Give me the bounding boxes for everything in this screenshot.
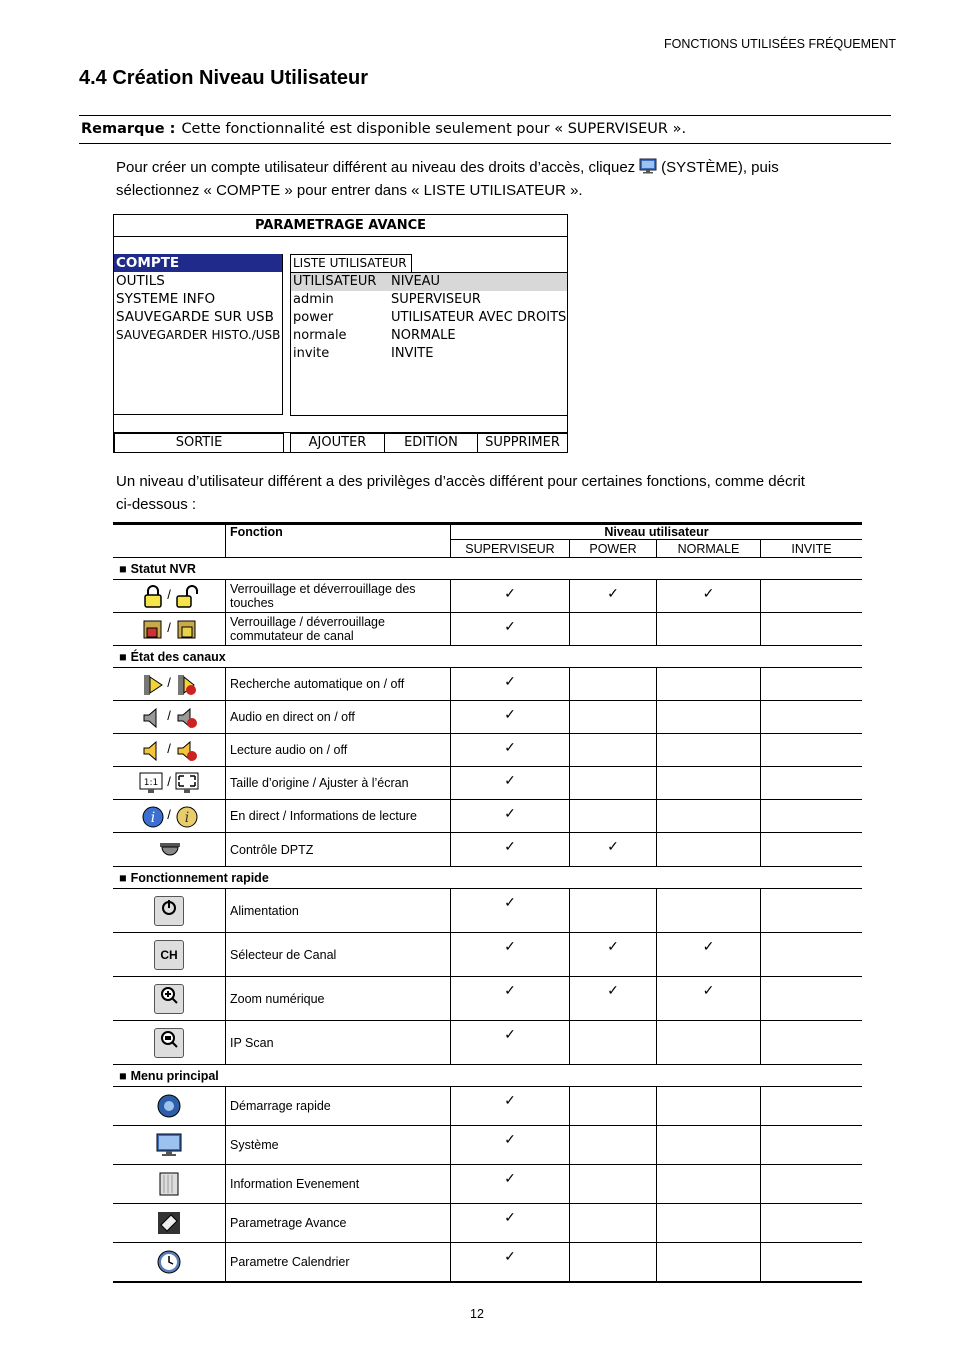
function-cell: Sélecteur de Canal	[226, 933, 451, 977]
check-cell	[761, 1243, 863, 1282]
check-cell	[451, 701, 570, 734]
check-cell	[451, 580, 570, 613]
icon-cell: /	[113, 734, 226, 767]
check-cell	[657, 1165, 761, 1204]
level-normale: NORMALE	[657, 540, 761, 558]
left-menu	[114, 254, 283, 415]
section-heading: ■ Statut NVR	[113, 558, 862, 580]
add-button[interactable]: AJOUTER	[290, 433, 385, 452]
check-cell	[570, 668, 657, 701]
level-power: POWER	[570, 540, 657, 558]
check-mark: ✓	[607, 585, 619, 601]
check-cell	[570, 833, 657, 867]
check-cell	[761, 1021, 863, 1065]
function-header: Fonction	[226, 524, 451, 558]
function-cell: Verrouillage / déverrouillage commutateur de canal	[226, 613, 451, 646]
delete-button[interactable]: SUPPRIMER	[477, 433, 568, 452]
user-name: power	[293, 310, 334, 325]
ip-scan-icon	[154, 1028, 184, 1058]
check-cell	[570, 977, 657, 1021]
check-cell	[570, 1243, 657, 1282]
check-mark: ✓	[702, 938, 715, 954]
playback-audio-off-icon	[175, 739, 197, 761]
check-cell	[761, 580, 863, 613]
check-cell	[570, 734, 657, 767]
svg-text:i: i	[150, 810, 156, 826]
table-row	[113, 889, 862, 933]
check-cell	[570, 800, 657, 833]
check-cell	[761, 1165, 863, 1204]
check-mark: ✓	[702, 585, 715, 601]
table-row	[113, 833, 862, 867]
table-row	[113, 977, 862, 1021]
check-cell	[657, 1243, 761, 1282]
check-cell	[451, 734, 570, 767]
check-mark: ✓	[504, 805, 516, 821]
live-audio-off-icon	[175, 706, 197, 728]
function-cell: Taille d’origine / Ajuster à l’écran	[226, 767, 451, 800]
check-mark: ✓	[504, 982, 516, 998]
user-row[interactable]	[291, 345, 567, 363]
user-level: UTILISATEUR AVEC DROITS	[391, 310, 567, 325]
section-heading: ■ État des canaux	[113, 646, 862, 668]
check-cell	[451, 1021, 570, 1065]
table-row	[113, 767, 862, 800]
level-invite: INVITE	[761, 540, 863, 558]
check-cell	[761, 800, 863, 833]
function-cell: Système	[226, 1126, 451, 1165]
quick-start-icon	[157, 1094, 181, 1118]
check-cell	[657, 580, 761, 613]
check-mark: ✓	[607, 938, 619, 954]
table-row	[113, 701, 862, 734]
function-cell: Contrôle DPTZ	[226, 833, 451, 867]
advanced-config-panel	[113, 214, 568, 453]
check-cell	[761, 1126, 863, 1165]
intro-text-1: Pour créer un compte utilisateur différent au niveau des droits d’accès, cliquez	[116, 159, 636, 176]
check-mark: ✓	[504, 739, 516, 755]
table-row	[113, 800, 862, 833]
user-name: invite	[293, 346, 330, 361]
table-row	[113, 933, 862, 977]
check-mark: ✓	[504, 938, 516, 954]
icon-cell	[113, 1021, 226, 1065]
check-cell	[657, 1021, 761, 1065]
check-cell	[657, 701, 761, 734]
user-level: INVITE	[391, 346, 434, 361]
check-cell	[761, 613, 863, 646]
tab-user-list[interactable]: LISTE UTILISATEUR	[290, 254, 412, 272]
check-mark: ✓	[504, 1170, 516, 1186]
event-info-icon	[157, 1171, 181, 1197]
auto-seq-off-icon	[175, 673, 197, 695]
check-cell	[570, 1126, 657, 1165]
playback-audio-on-icon	[141, 739, 163, 761]
section-heading: ■ Menu principal	[113, 1065, 862, 1087]
check-cell	[657, 800, 761, 833]
icon-cell	[113, 833, 226, 867]
unlock-icon	[175, 585, 197, 607]
check-cell	[451, 889, 570, 933]
icon-cell	[113, 889, 226, 933]
check-cell	[570, 580, 657, 613]
function-cell: En direct / Informations de lecture	[226, 800, 451, 833]
running-header: FONCTIONS UTILISÉES FRÉQUEMENT	[664, 37, 896, 51]
function-cell: Démarrage rapide	[226, 1087, 451, 1126]
exit-button[interactable]: SORTIE	[114, 433, 284, 452]
function-cell: Audio en direct on / off	[226, 701, 451, 734]
check-cell	[570, 1204, 657, 1243]
check-cell	[657, 933, 761, 977]
panel-title: PARAMETRAGE AVANCE	[114, 215, 567, 237]
check-mark: ✓	[504, 838, 516, 854]
menu-item-compte[interactable]: COMPTE	[114, 254, 282, 272]
check-cell	[761, 933, 863, 977]
page-number: 12	[470, 1307, 484, 1321]
check-mark: ✓	[504, 673, 516, 689]
check-mark: ✓	[504, 618, 516, 634]
check-cell	[570, 767, 657, 800]
dome-camera-icon	[158, 839, 180, 861]
user-row[interactable]	[291, 291, 567, 309]
power-icon	[154, 896, 184, 926]
user-name: normale	[293, 328, 347, 343]
check-cell	[451, 800, 570, 833]
intro-paragraph	[116, 156, 779, 202]
user-row[interactable]	[291, 309, 567, 327]
check-cell	[570, 889, 657, 933]
check-mark: ✓	[504, 1248, 516, 1264]
blank-header-cell	[113, 524, 226, 558]
function-cell: Recherche automatique on / off	[226, 668, 451, 701]
check-cell	[761, 1087, 863, 1126]
check-cell	[570, 613, 657, 646]
table-row	[113, 613, 862, 646]
check-cell	[570, 933, 657, 977]
check-cell	[451, 1204, 570, 1243]
check-mark: ✓	[504, 1131, 516, 1147]
levels-paragraph	[116, 470, 856, 516]
remark-text: Cette fonctionnalité est disponible seulement pour « SUPERVISEUR ».	[181, 121, 687, 137]
icon-cell	[113, 1165, 226, 1204]
check-cell	[451, 933, 570, 977]
table-row	[113, 580, 862, 613]
check-cell	[657, 889, 761, 933]
check-cell	[451, 1165, 570, 1204]
table-row	[113, 1021, 862, 1065]
section-row	[113, 646, 862, 668]
table-row	[113, 1126, 862, 1165]
check-cell	[570, 1021, 657, 1065]
level-superviseur: SUPERVISEUR	[451, 540, 570, 558]
function-cell: Zoom numérique	[226, 977, 451, 1021]
menu-item-systeme-info[interactable]: SYSTEME INFO	[116, 291, 216, 307]
icon-cell	[113, 1087, 226, 1126]
user-list	[290, 272, 567, 416]
check-cell	[451, 668, 570, 701]
check-cell	[761, 734, 863, 767]
icon-cell	[113, 977, 226, 1021]
user-list-header	[291, 273, 567, 291]
check-cell	[657, 833, 761, 867]
ch-icon: CH	[154, 940, 184, 970]
intro-text-3: sélectionnez « COMPTE » pour entrer dans « LISTE UTILISATEUR ».	[116, 182, 583, 199]
check-cell	[570, 1087, 657, 1126]
original-size-icon	[139, 772, 163, 794]
live-info-icon	[141, 805, 163, 827]
zoom-icon	[154, 984, 184, 1014]
icon-cell: /	[113, 613, 226, 646]
check-cell	[570, 1165, 657, 1204]
svg-text:1:1: 1:1	[143, 778, 159, 788]
col-level: NIVEAU	[391, 274, 441, 289]
user-row[interactable]	[291, 327, 567, 345]
check-cell	[451, 1243, 570, 1282]
section-row	[113, 558, 862, 580]
check-mark: ✓	[504, 1026, 516, 1042]
table-row	[113, 1204, 862, 1243]
table-row	[113, 1243, 862, 1282]
check-cell	[761, 668, 863, 701]
desc-text-1: Un niveau d’utilisateur différent a des privilèges d’accès différent pour certaines fonctions, comme décrit	[116, 473, 805, 490]
icon-cell: i / i	[113, 800, 226, 833]
check-mark: ✓	[504, 772, 516, 788]
icon-cell: 1:1 /	[113, 767, 226, 800]
check-cell	[451, 977, 570, 1021]
function-cell: IP Scan	[226, 1021, 451, 1065]
edit-button[interactable]: EDITION	[384, 433, 478, 452]
function-cell: Information Evenement	[226, 1165, 451, 1204]
user-level: NORMALE	[391, 328, 456, 343]
function-cell: Verrouillage et déverrouillage des touches	[226, 580, 451, 613]
check-cell	[657, 977, 761, 1021]
intro-text-2: (SYSTÈME), puis	[661, 159, 779, 176]
icon-cell	[113, 1243, 226, 1282]
user-level: SUPERVISEUR	[391, 292, 481, 307]
check-mark: ✓	[504, 706, 516, 722]
remark-box	[79, 115, 891, 144]
check-cell	[761, 889, 863, 933]
auto-seq-on-icon	[141, 673, 163, 695]
system-icon	[639, 158, 657, 174]
check-cell	[761, 767, 863, 800]
section-row	[113, 1065, 862, 1087]
check-cell	[761, 701, 863, 734]
clock-icon	[157, 1250, 181, 1274]
check-cell	[570, 701, 657, 734]
function-cell: Lecture audio on / off	[226, 734, 451, 767]
check-cell	[657, 613, 761, 646]
check-cell	[451, 613, 570, 646]
icon-cell	[113, 1126, 226, 1165]
icon-cell: /	[113, 701, 226, 734]
check-cell	[761, 833, 863, 867]
table-row	[113, 668, 862, 701]
icon-cell	[113, 933, 226, 977]
menu-item-outils[interactable]: OUTILS	[116, 273, 165, 289]
check-mark: ✓	[607, 982, 619, 998]
check-cell	[451, 833, 570, 867]
table-row	[113, 1087, 862, 1126]
check-mark: ✓	[504, 894, 516, 910]
lock-icon	[141, 585, 163, 607]
check-cell	[451, 767, 570, 800]
function-cell: Parametre Calendrier	[226, 1243, 451, 1282]
check-cell	[761, 1204, 863, 1243]
icon-cell	[113, 1204, 226, 1243]
icon-cell: /	[113, 580, 226, 613]
channel-lock-icon	[141, 618, 163, 640]
function-cell: Alimentation	[226, 889, 451, 933]
remark-label: Remarque :	[81, 121, 176, 137]
user-name: admin	[293, 292, 334, 307]
section-row	[113, 867, 862, 889]
check-mark: ✓	[504, 1092, 516, 1108]
advanced-config-icon	[157, 1211, 181, 1235]
check-mark: ✓	[702, 982, 715, 998]
menu-item-sauvegarde-usb[interactable]: SAUVEGARDE SUR USB	[116, 309, 274, 325]
check-mark: ✓	[607, 838, 619, 854]
table-row	[113, 734, 862, 767]
check-cell	[657, 1087, 761, 1126]
level-header: Niveau utilisateur	[451, 524, 863, 540]
playback-info-icon	[175, 805, 197, 827]
menu-item-sauvegarder-histo[interactable]: SAUVEGARDER HISTO./USB	[116, 328, 281, 342]
desc-text-2: ci-dessous :	[116, 496, 197, 513]
check-cell	[657, 1126, 761, 1165]
table-row	[113, 1165, 862, 1204]
fit-screen-icon	[175, 772, 199, 794]
panel-divider	[114, 414, 567, 433]
system-monitor-icon	[156, 1133, 182, 1157]
check-cell	[657, 668, 761, 701]
check-cell	[451, 1087, 570, 1126]
section-title: 4.4 Création Niveau Utilisateur	[79, 67, 368, 89]
check-cell	[657, 1204, 761, 1243]
section-heading: ■ Fonctionnement rapide	[113, 867, 862, 889]
check-cell	[657, 734, 761, 767]
check-cell	[761, 977, 863, 1021]
function-cell: Parametrage Avance	[226, 1204, 451, 1243]
col-user: UTILISATEUR	[293, 274, 377, 289]
svg-text:i: i	[184, 810, 190, 826]
channel-unlock-icon	[175, 618, 197, 640]
check-cell	[657, 767, 761, 800]
check-cell	[451, 1126, 570, 1165]
icon-cell: /	[113, 668, 226, 701]
permission-table	[113, 522, 862, 1283]
check-mark: ✓	[504, 585, 516, 601]
live-audio-on-icon	[141, 706, 163, 728]
check-mark: ✓	[504, 1209, 516, 1225]
